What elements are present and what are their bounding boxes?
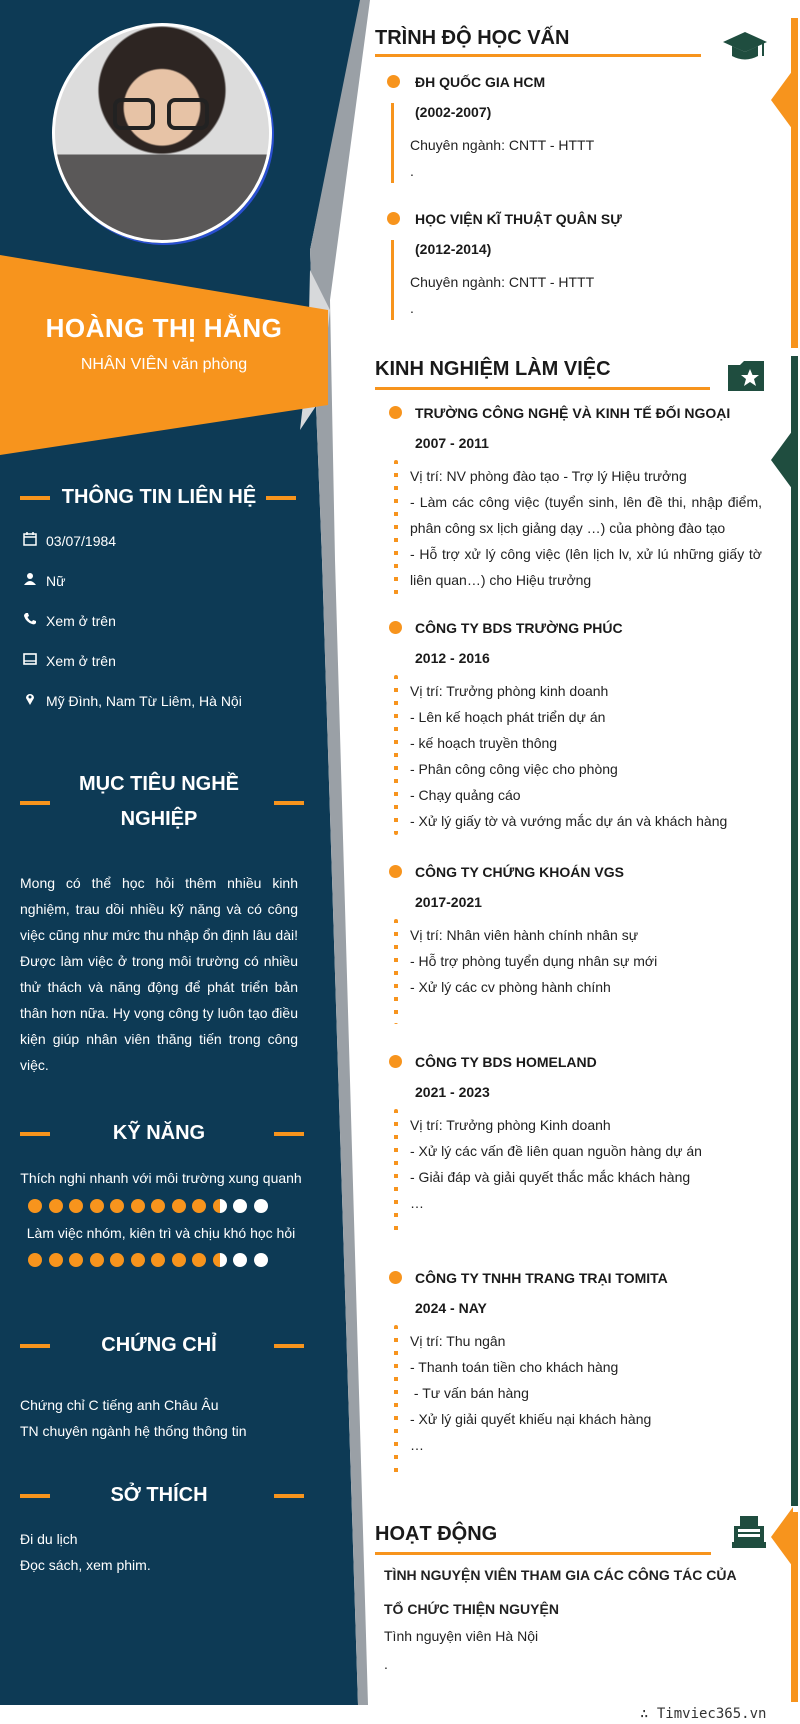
skill-dot-on bbox=[69, 1199, 83, 1213]
job-line: Vị trí: Trưởng phòng Kinh doanh bbox=[410, 1117, 611, 1133]
job-line: - Giải đáp và giải quyết thắc mắc khách hàng bbox=[410, 1169, 691, 1185]
job-line: - kế hoạch truyền thông bbox=[410, 735, 558, 751]
school-note: . bbox=[410, 300, 414, 316]
job-line: - Hỗ trợ phòng tuyển dụng nhân sự mới bbox=[410, 953, 658, 969]
skill-dot-on bbox=[110, 1253, 124, 1267]
timeline-line bbox=[391, 240, 394, 320]
skill-dot-on bbox=[131, 1253, 145, 1267]
job-line: … bbox=[410, 1437, 424, 1453]
school-years: (2002-2007) bbox=[415, 104, 492, 120]
skill-dot-on bbox=[49, 1253, 63, 1267]
heading-dash bbox=[274, 1132, 304, 1136]
contact-gender bbox=[20, 570, 65, 592]
experience-heading: KINH NGHIỆM LÀM VIỆC bbox=[375, 358, 611, 380]
skill-dot-off bbox=[254, 1253, 268, 1267]
calendar-icon bbox=[20, 531, 40, 553]
job-line: - Thanh toán tiền cho khách hàng bbox=[410, 1359, 619, 1375]
job-line: Vị trí: Nhân viên hành chính nhân sự bbox=[410, 927, 639, 943]
skill-dot-on bbox=[172, 1253, 186, 1267]
job-line: - Xử lý giải quyết khiếu nại khách hàng bbox=[410, 1411, 652, 1427]
candidate-name: HOÀNG THỊ HẰNG bbox=[45, 313, 283, 343]
activity-line: Tình nguyện viên Hà Nội bbox=[384, 1628, 539, 1644]
certificate-item: TN chuyên ngành hệ thống thông tin bbox=[20, 1423, 247, 1439]
job-line: Vị trí: Thu ngân bbox=[410, 1333, 506, 1349]
skill-dot-on bbox=[192, 1253, 206, 1267]
skill-dot-on bbox=[28, 1253, 42, 1267]
timeline-bullet bbox=[389, 865, 402, 878]
skill-dot-on bbox=[131, 1199, 145, 1213]
section-side-arrow bbox=[771, 430, 793, 490]
skill-name: Làm việc nhóm, kiên trì và chịu khó học hỏi bbox=[26, 1225, 296, 1241]
contact-value: Mỹ Đình, Nam Từ Liêm, Hà Nội bbox=[46, 693, 242, 709]
company-period: 2024 - NAY bbox=[415, 1300, 487, 1316]
school-years: (2012-2014) bbox=[415, 241, 492, 257]
contact-value: Nữ bbox=[46, 573, 66, 589]
graduation-cap-icon bbox=[722, 30, 768, 64]
skill-dot-half bbox=[213, 1199, 227, 1213]
job-line: - Phân công công việc cho phòng bbox=[410, 761, 618, 777]
company-name: TRƯỜNG CÔNG NGHỆ VÀ KINH TẾ ĐỐI NGOẠI bbox=[415, 405, 731, 421]
heading-underline bbox=[375, 1552, 711, 1555]
footer-brand: ∴ Timviec365.vn bbox=[640, 1706, 767, 1722]
location-icon bbox=[20, 691, 40, 713]
school-name: HỌC VIỆN KĨ THUẬT QUÂN SỰ bbox=[415, 211, 622, 227]
contact-birthdate bbox=[20, 530, 116, 552]
contact-value: 03/07/1984 bbox=[46, 533, 117, 549]
company-name: CÔNG TY CHỨNG KHOÁN VGS bbox=[415, 864, 624, 880]
timeline-bullet bbox=[387, 75, 400, 88]
timeline-dots bbox=[394, 460, 398, 595]
education-heading: TRÌNH ĐỘ HỌC VẤN bbox=[375, 27, 570, 49]
activities-heading: HOẠT ĐỘNG bbox=[375, 1523, 498, 1545]
timeline-bullet bbox=[389, 621, 402, 634]
school-major: Chuyên ngành: CNTT - HTTT bbox=[410, 137, 595, 153]
timeline-line bbox=[391, 103, 394, 183]
heading-dash bbox=[274, 1344, 304, 1348]
skill-dot-on bbox=[90, 1253, 104, 1267]
skill-dot-off bbox=[254, 1199, 268, 1213]
job-line: - Xử lý các vấn đề liên quan nguồn hàng dự án bbox=[410, 1143, 702, 1159]
sidebar-background bbox=[0, 0, 362, 1705]
job-line: - Hỗ trợ xử lý công việc (lên lịch lv, xử lú những giấy tờ liên quan…) cho Hiệu trưởng bbox=[410, 546, 762, 588]
certificates-heading: CHỨNG CHỈ bbox=[101, 1334, 217, 1356]
job-line: - Lên kế hoạch phát triển dự án bbox=[410, 709, 606, 725]
timeline-bullet bbox=[389, 1055, 402, 1068]
hobby-item: Đi du lịch bbox=[20, 1531, 78, 1547]
heading-dash bbox=[274, 1494, 304, 1498]
company-period: 2007 - 2011 bbox=[415, 435, 489, 451]
folder-star-icon bbox=[726, 359, 766, 393]
email-icon bbox=[20, 651, 40, 673]
skill-dot-on bbox=[172, 1199, 186, 1213]
job-line: - Chạy quảng cáo bbox=[410, 787, 521, 803]
contact-value: Xem ở trên bbox=[46, 613, 116, 629]
timeline-bullet bbox=[387, 212, 400, 225]
skill-dot-on bbox=[90, 1199, 104, 1213]
contact-phone bbox=[20, 610, 116, 632]
section-side-arrow bbox=[771, 70, 793, 130]
job-line: - Tư vấn bán hàng bbox=[410, 1385, 529, 1401]
job-line: Vị trí: NV phòng đào tạo - Trợ lý Hiệu trưởng bbox=[410, 468, 687, 484]
company-name: CÔNG TY TNHH TRANG TRẠI TOMITA bbox=[415, 1270, 668, 1286]
contact-heading: THÔNG TIN LIÊN HỆ bbox=[61, 486, 257, 508]
contact-email bbox=[20, 650, 116, 672]
skills-heading: KỸ NĂNG bbox=[112, 1122, 206, 1144]
skill-dot-on bbox=[69, 1253, 83, 1267]
typewriter-icon bbox=[730, 1514, 768, 1550]
candidate-title: NHÂN VIÊN văn phòng bbox=[80, 356, 248, 373]
skill-dot-on bbox=[110, 1199, 124, 1213]
hobby-item: Đọc sách, xem phim. bbox=[20, 1557, 151, 1573]
objective-heading-line2: NGHIỆP bbox=[120, 808, 198, 830]
section-side-arrow bbox=[771, 1507, 793, 1567]
job-line: … bbox=[410, 1195, 424, 1211]
heading-underline bbox=[375, 387, 710, 390]
user-icon bbox=[20, 571, 40, 593]
heading-dash bbox=[266, 496, 296, 500]
timeline-dots bbox=[394, 1325, 398, 1480]
timeline-dots bbox=[394, 1109, 398, 1239]
skill-dot-on bbox=[151, 1199, 165, 1213]
timeline-bullet bbox=[389, 406, 402, 419]
certificate-item: Chứng chỉ C tiếng anh Châu Âu bbox=[20, 1397, 219, 1413]
skill-dot-half bbox=[213, 1253, 227, 1267]
job-line: Vị trí: Trưởng phòng kinh doanh bbox=[410, 683, 609, 699]
heading-underline bbox=[375, 54, 701, 57]
skill-dot-on bbox=[192, 1199, 206, 1213]
company-name: CÔNG TY BDS TRƯỜNG PHÚC bbox=[415, 620, 623, 636]
company-period: 2012 - 2016 bbox=[415, 650, 490, 666]
activity-title: TÌNH NGUYỆN VIÊN THAM GIA CÁC CÔNG TÁC CỦA TỔ CHỨC THIỆN NGUYỆN bbox=[384, 1567, 737, 1617]
school-major: Chuyên ngành: CNTT - HTTT bbox=[410, 274, 595, 290]
glasses-left bbox=[113, 98, 155, 130]
skill-name: Thích nghi nhanh với môi trường xung quanh bbox=[20, 1170, 302, 1186]
skill-dot-on bbox=[28, 1199, 42, 1213]
company-name: CÔNG TY BDS HOMELAND bbox=[415, 1054, 597, 1070]
skill-dot-off bbox=[233, 1253, 247, 1267]
company-period: 2021 - 2023 bbox=[415, 1084, 490, 1100]
timeline-dots bbox=[394, 919, 398, 1024]
timeline-bullet bbox=[389, 1271, 402, 1284]
skill-dot-off bbox=[233, 1199, 247, 1213]
phone-icon bbox=[20, 611, 40, 633]
contact-value: Xem ở trên bbox=[46, 653, 116, 669]
objective-text: Mong có thể học hỏi thêm nhiều kinh nghiệm, trau dồi nhiều kỹ năng và có công việc cũng như mức thu nhập ổn định lâu dài! Được làm việc ở trong môi trường có nhiều thử thách và năng động để phát triển bản thân hơn nữa. Hy vọng công ty luôn tạo điều kiện giúp nhân viên thăng tiến trong công việc. bbox=[20, 875, 298, 1073]
school-name: ĐH QUỐC GIA HCM bbox=[415, 74, 546, 90]
objective-heading-line1: MỤC TIÊU NGHỀ bbox=[79, 773, 239, 795]
avatar bbox=[52, 23, 272, 243]
heading-dash bbox=[274, 801, 304, 805]
job-line: - Xử lý giấy tờ và vướng mắc dự án và khách hàng bbox=[410, 813, 728, 829]
contact-address bbox=[20, 690, 242, 712]
skill-dot-on bbox=[151, 1253, 165, 1267]
job-line: - Xử lý các cv phòng hành chính bbox=[410, 979, 611, 995]
job-line: - Làm các công việc (tuyển sinh, lên đề thi, nhập điểm, phân công sx lịch giảng dạy …) của phòng đào tạo bbox=[410, 494, 762, 536]
section-side-bar bbox=[791, 356, 798, 1506]
hobbies-heading: SỞ THÍCH bbox=[110, 1484, 208, 1506]
glasses-right bbox=[167, 98, 209, 130]
company-period: 2017-2021 bbox=[415, 894, 482, 910]
activity-note: . bbox=[384, 1656, 388, 1672]
section-side-bar bbox=[791, 18, 798, 348]
timeline-dots bbox=[394, 675, 398, 835]
skill-dot-on bbox=[49, 1199, 63, 1213]
school-note: . bbox=[410, 163, 414, 179]
